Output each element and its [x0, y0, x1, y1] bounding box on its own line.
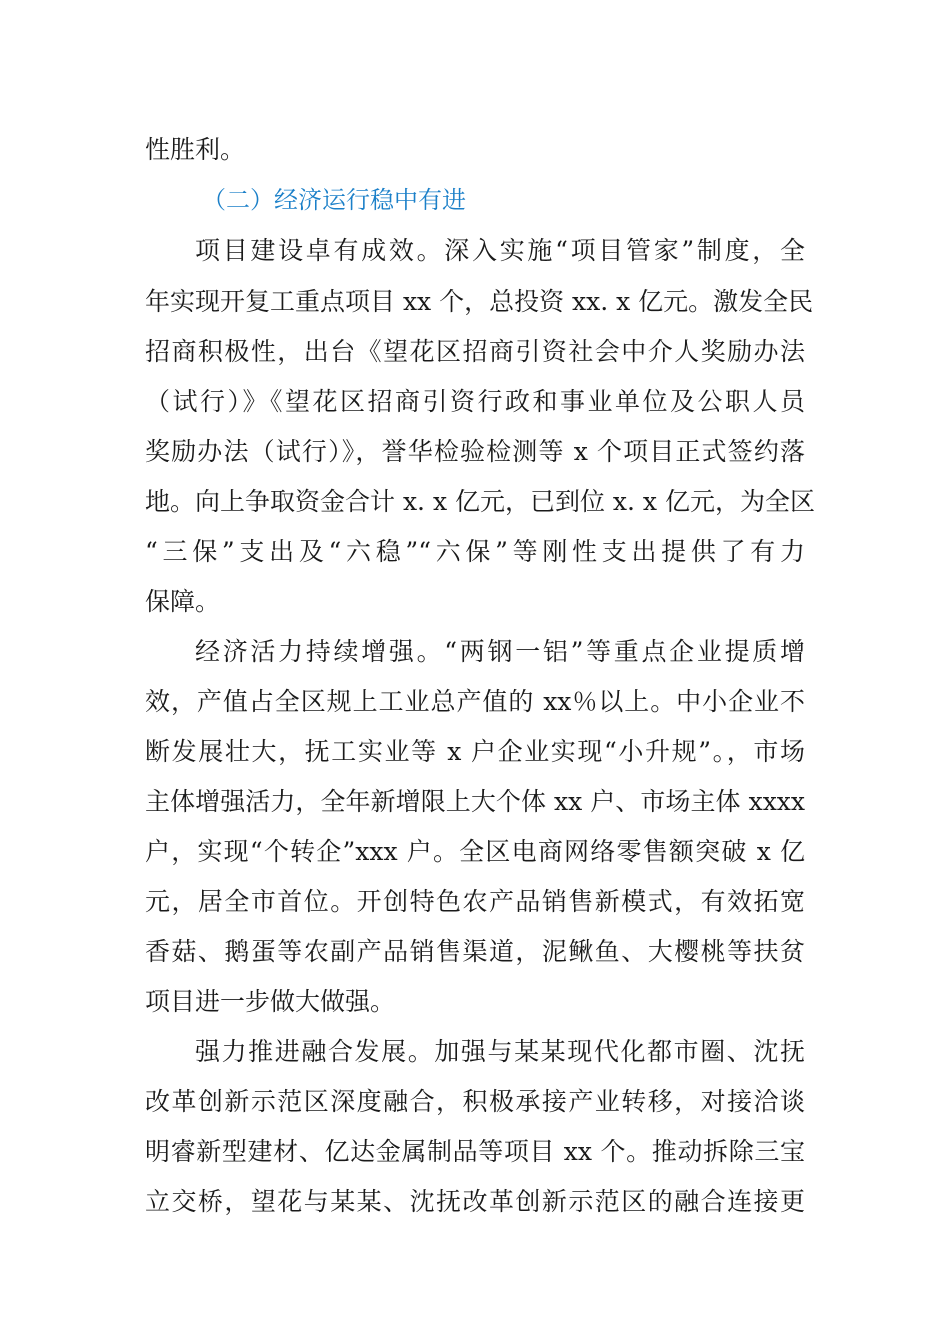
- paragraph-1-line: 年实现开复工重点项目 xx 个，总投资 xx. x 亿元。激发全民: [145, 287, 814, 316]
- paragraph-3-line: 立交桥，望花与某某、沈抚改革创新示范区的融合连接更: [145, 1187, 805, 1216]
- paragraph-1-line: “三保”支出及“六稳”“六保”等刚性支出提供了有力: [145, 537, 805, 566]
- paragraph-2-line: 户，实现“个转企”xxx 户。全区电商网络零售额突破 x 亿: [145, 837, 805, 866]
- paragraph-2-line: 效，产值占全区规上工业总产值的 xx％以上。中小企业不: [145, 687, 805, 716]
- paragraph-1-line: 地。向上争取资金合计 x. x 亿元，已到位 x. x 亿元，为全区: [145, 487, 815, 516]
- paragraph-3-line: 强力推进融合发展。加强与某某现代化都市圈、沈抚: [195, 1037, 805, 1066]
- paragraph-1-line: 项目建设卓有成效。深入实施“项目管家”制度，全: [195, 236, 805, 265]
- paragraph-2-line: 项目进一步做大做强。: [145, 987, 396, 1016]
- paragraph-3-line: 改革创新示范区深度融合，积极承接产业转移，对接洽谈: [145, 1087, 805, 1116]
- paragraph-3-line: 明睿新型建材、亿达金属制品等项目 xx 个。推动拆除三宝: [145, 1137, 805, 1166]
- paragraph-1-line: 招商积极性，出台《望花区招商引资社会中介人奖励办法: [145, 337, 805, 366]
- paragraph-2-line: 经济活力持续增强。“两钢一铝”等重点企业提质增: [195, 637, 805, 666]
- paragraph-1-line: 奖励办法（试行）》，誉华检验检测等 x 个项目正式签约落: [145, 437, 805, 466]
- paragraph-2-line: 元，居全市首位。开创特色农产品销售新模式，有效拓宽: [145, 887, 805, 916]
- paragraph-1-line: 保障。: [145, 587, 221, 616]
- paragraph-1-line: （试行）》《望花区招商引资行政和事业单位及公职人员: [145, 387, 805, 416]
- paragraph-2-line: 主体增强活力，全年新增限上大个体 xx 户、市场主体 xxxx: [145, 787, 805, 816]
- paragraph-2-line: 断发展壮大，抚工实业等 x 户企业实现“小升规”。，市场: [145, 737, 805, 766]
- section-heading: （二）经济运行稳中有进: [202, 186, 466, 214]
- paragraph-2-line: 香菇、鹅蛋等农副产品销售渠道，泥鳅鱼、大樱桃等扶贫: [145, 937, 805, 966]
- text-line: 性胜利。: [145, 135, 246, 164]
